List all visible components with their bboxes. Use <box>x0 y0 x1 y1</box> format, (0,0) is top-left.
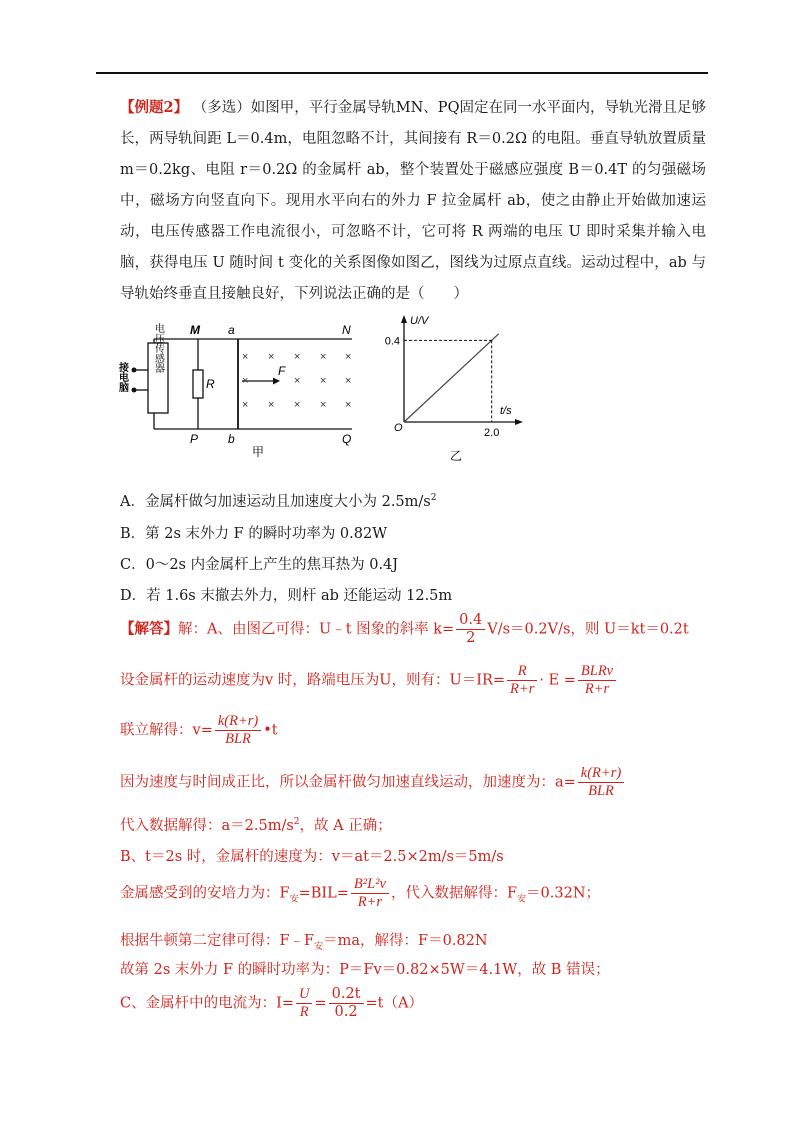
sol-l1-text: 解：A、由图乙可得：U﹣t 图象的斜率 k= <box>178 621 455 638</box>
option-a-text: 金属杆做匀加速运动且加速度大小为 2.5m/s <box>144 494 431 510</box>
field-mark-x: × <box>345 375 352 387</box>
figure-graph <box>378 310 528 468</box>
option-c-letter: C． <box>120 557 146 573</box>
frac-den: R+r <box>584 681 610 697</box>
sol-l5-text: 代入数据解得：a＝2.5m/s <box>120 818 294 834</box>
field-mark-x: × <box>242 351 249 363</box>
frac-num: B²L²v <box>351 876 389 894</box>
sol-l7-sub2: 安 <box>517 894 527 905</box>
sol-l7-text: 金属感受到的安培力为：F <box>120 885 290 902</box>
label-a: a <box>228 323 235 337</box>
figure-circuit <box>112 318 372 463</box>
sol-l5-sup: 2 <box>293 817 300 828</box>
label-F: F <box>278 364 286 378</box>
option-c <box>120 553 398 574</box>
option-b-text: 第 2s 末外力 F 的瞬时功率为 0.82W <box>145 526 388 542</box>
sol-l3-post: •t <box>263 722 278 739</box>
frac-den: R+r <box>510 681 535 697</box>
sol-l2-text: 设金属杆的运动速度为v 时，路端电压为U，则有：U＝IR= <box>120 672 506 689</box>
solution-line-3 <box>120 713 278 748</box>
option-d-text: 若 1.6s 末撤去外力，则杆 ab 还能运动 12.5m <box>146 588 453 604</box>
solution-line-8 <box>120 929 488 952</box>
problem-text: （多选）如图甲，平行金属导轨MN、PQ固定在同一水平面内，导轨光滑且足够长，两导轨间距 L＝0.4m，电阻忽略不计，其间接有 R＝0.2Ω 的电阻。垂直导轨放置质量 m＝0.2kg、电阻 r＝0.2Ω 的金属杆 ab，整个装置处于磁感应强度 B＝0.4T 的匀强磁场中，磁场方向竖直向下。现用水平向右的外力 F 拉金属杆 ab，使之由静止开始做加速运动，电压传感器工作电流很小，可忽略不计，它可将 R 两端的电压 U 即时采集并输入电脑，获得电压 U 随时间 t 变化的关系图像如图乙，图线为过原点直线。运动过程中，ab 与导轨始终垂直且接触良好，下列说法正确的是（ ） <box>120 100 707 302</box>
fraction-slope <box>456 612 485 647</box>
frac-num: R <box>507 663 537 681</box>
frac-num: k(R+r) <box>215 713 261 731</box>
x-axis-label: t/s <box>500 405 512 417</box>
sol-l10-text: C、金属杆中的电流为：I= <box>120 995 294 1012</box>
fraction-r-ratio <box>507 663 537 698</box>
field-mark-x: × <box>268 399 275 411</box>
sol-l7-sub: 安 <box>289 894 299 905</box>
example-tag: 【例题2】 <box>120 99 189 116</box>
problem-statement <box>120 92 706 310</box>
frac-den: 2 <box>466 630 476 646</box>
fraction-blrv <box>578 663 616 698</box>
frac-den: R <box>299 1004 309 1020</box>
solution-tag: 【解答】 <box>120 620 178 638</box>
sol-l3-text: 联立解得：v= <box>120 722 213 739</box>
fraction-ampere-force <box>351 876 389 911</box>
option-b <box>120 522 387 543</box>
y-axis-arrow <box>401 315 407 323</box>
solution-line-1 <box>120 612 689 647</box>
field-mark-x: × <box>320 375 327 387</box>
field-mark-x: × <box>268 351 275 363</box>
solution-line-9 <box>120 958 610 979</box>
sol-l8-text: 根据牛顿第二定律可得：F﹣F <box>120 933 315 949</box>
x-tick-label: 2.0 <box>484 427 500 439</box>
label-b: b <box>228 432 235 446</box>
sol-l9-text: 故第 2s 末外力 F 的瞬时功率为：P＝Fv＝0.82×5W＝4.1W，故 B 错误； <box>120 962 610 978</box>
fraction-current-1 <box>296 986 312 1021</box>
origin-label: O <box>394 422 403 434</box>
sol-l2-mid: · E = <box>539 672 576 689</box>
header-rule <box>96 72 708 74</box>
y-tick-label: 0.4 <box>384 335 400 348</box>
frac-num: k(R+r) <box>578 765 624 783</box>
frac-den: 0.2 <box>334 1004 358 1020</box>
frac-den: R+r <box>357 894 383 910</box>
option-c-text: 0～2s 内金属杆上产生的焦耳热为 0.4J <box>145 557 399 573</box>
field-mark-x: × <box>345 351 352 363</box>
resistor-R <box>193 370 203 398</box>
fraction-current-2 <box>329 986 364 1021</box>
field-mark-x: × <box>320 399 327 411</box>
solution-line-5 <box>120 814 392 835</box>
sol-l4-text: 因为速度与时间成正比，所以金属杆做匀加速直线运动，加速度为：a= <box>120 774 576 791</box>
data-line-U-t <box>404 334 499 422</box>
label-R: R <box>206 377 215 391</box>
x-axis-arrow <box>515 419 523 425</box>
caption-yi: 乙 <box>450 449 463 463</box>
sol-l8-post: ＝ma，解得：F＝0.82N <box>323 933 488 949</box>
option-d-letter: D． <box>120 588 147 604</box>
solution-line-7 <box>120 876 600 911</box>
caption-jia: 甲 <box>252 445 265 459</box>
field-mark-x: × <box>345 399 352 411</box>
label-N: N <box>342 323 351 337</box>
field-mark-x: × <box>242 375 249 387</box>
solution-line-6 <box>120 845 504 866</box>
field-mark-x: × <box>294 399 301 411</box>
sol-l7-mid: =BIL= <box>298 885 349 902</box>
frac-num: U <box>296 986 312 1004</box>
option-b-letter: B． <box>120 526 146 542</box>
frac-den: BLR <box>225 731 251 747</box>
option-a <box>120 490 436 511</box>
label-Q: Q <box>342 432 352 446</box>
sol-l1-post: V/s＝0.2V/s，则 U＝kt＝0.2t <box>487 621 689 638</box>
sensor-label: 电压传感器 <box>152 323 164 373</box>
y-axis-label: U/V <box>410 315 429 327</box>
label-M: M <box>190 323 200 337</box>
sol-l7-post2: ＝0.32N； <box>526 885 601 902</box>
frac-num: 0.4 <box>456 612 485 630</box>
field-mark-x: × <box>294 351 301 363</box>
solution-line-4 <box>120 765 626 800</box>
option-a-letter: A． <box>120 494 145 510</box>
solution-line-2 <box>120 663 618 698</box>
frac-num: 0.2t <box>329 986 364 1004</box>
field-mark-x: × <box>320 351 327 363</box>
sol-l10-post: =t（A） <box>365 995 423 1012</box>
sol-l7-post1: ，代入数据解得：F <box>390 885 518 902</box>
solution-line-10 <box>120 986 423 1021</box>
sol-l10-eq: = <box>314 995 327 1012</box>
label-P: P <box>190 432 199 446</box>
fraction-velocity <box>215 713 261 748</box>
force-arrowhead <box>273 378 280 385</box>
computer-label: 接电脑 <box>116 362 128 392</box>
fraction-acceleration <box>578 765 624 800</box>
frac-num: BLRv <box>578 663 616 681</box>
terminal-dot-2 <box>132 388 137 393</box>
sol-l6-text: B、t＝2s 时，金属杆的速度为：v＝at＝2.5×2m/s＝5m/s <box>120 849 504 865</box>
field-mark-x: × <box>242 399 249 411</box>
option-d <box>120 584 452 605</box>
field-mark-x: × <box>294 375 301 387</box>
frac-den: BLR <box>588 783 614 799</box>
sol-l5-post: ，故 A 正确； <box>299 818 392 834</box>
terminal-dot-1 <box>132 368 137 373</box>
sol-l8-sub: 安 <box>314 941 324 952</box>
option-a-sup: 2 <box>430 493 437 504</box>
